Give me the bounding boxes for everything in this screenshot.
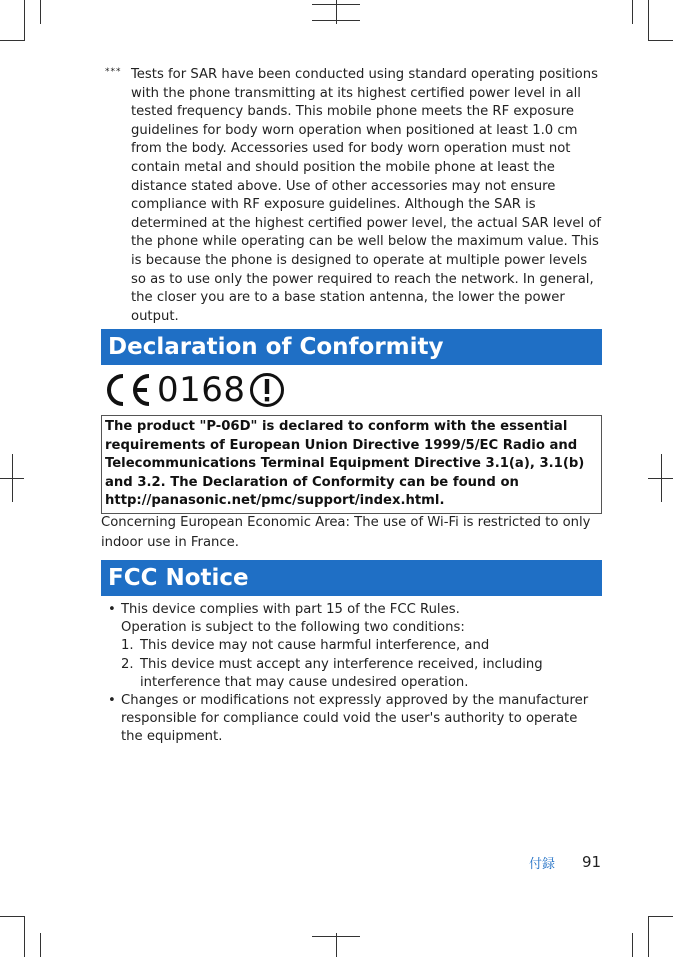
fcc-notice-list <box>101 601 602 747</box>
crop-mark <box>632 0 633 24</box>
crop-mark <box>24 0 25 41</box>
fcc-heading-text: FCC Notice <box>108 565 249 591</box>
ce-mark-icon <box>101 372 153 408</box>
crop-mark <box>648 40 673 41</box>
eea-note-text: Concerning European Economic Area: The use of Wi-Fi is restricted to only indoor use in France. <box>101 515 591 550</box>
condition-item <box>121 656 602 692</box>
sar-text: Tests for SAR have been conducted using standard operating positions with the phone transmitting at its highest certified power level in all tested frequency bands. This mobile phone meets the RF exposure guidelines for body worn operation when positioned at least 1.0 cm from the body. Accessories used for body worn operation must not contain metal and should position the mobile phone at least the distance stated above. Use of other accessories may not ensure compliance with RF exposure guidelines. Although the SAR is determined at the highest certified power level, the actual SAR level of the phone while operating can be well below the maximum value. This is because the phone is designed to operate at multiple power levels so as to use only the power required to reach the network. In general, the closer you are to a base station antenna, the lower the power output. <box>131 67 602 324</box>
declaration-statement-text: The product "P-06D" is declared to conform with the essential requirements of European Union Directive 1999/5/EC Radio and Telecommunications Terminal Equipment Directive 3.1(a), 3.1(b) and 3.2. The Declaration of Conformity can be found on http://panasonic.net/pmc/support/index.html. <box>105 419 585 509</box>
bullet: • <box>108 602 116 617</box>
crop-mark <box>12 454 13 502</box>
crop-mark <box>24 916 25 957</box>
condition-number: 1. <box>121 638 134 654</box>
crop-mark <box>40 933 41 957</box>
fcc-heading <box>101 560 602 596</box>
list-item <box>101 692 602 747</box>
crop-mark <box>0 40 24 41</box>
fcc-item-line: Operation is subject to the following two conditions: <box>121 620 465 636</box>
condition-item <box>121 637 602 655</box>
fcc-item-text: Changes or modifications not expressly approved by the manufacturer responsible for compliance could void the user's authority to operate the equipment. <box>121 693 589 745</box>
sar-footnote <box>101 66 602 326</box>
crop-mark <box>336 933 337 957</box>
crop-mark <box>40 0 41 24</box>
declaration-statement <box>101 415 602 514</box>
crop-mark <box>661 454 662 502</box>
condition-text: This device may not cause harmful interference, and <box>140 638 490 654</box>
crop-mark <box>648 0 649 41</box>
list-item <box>101 601 602 692</box>
bullet: • <box>108 693 116 709</box>
fcc-item-line: This device complies with part 15 of the FCC Rules. <box>121 602 460 617</box>
alert-mark-icon <box>248 371 286 409</box>
page-number: 91 <box>582 853 602 871</box>
footnote-mark: *** <box>105 67 122 77</box>
eea-note <box>101 513 602 553</box>
crop-mark <box>0 916 24 917</box>
declaration-heading-text: Declaration of Conformity <box>108 334 444 360</box>
crop-mark <box>336 0 337 24</box>
crop-mark <box>632 933 633 957</box>
crop-mark <box>648 916 673 917</box>
condition-text: This device must accept any interference received, including interference that may cause undesired operation. <box>140 656 543 690</box>
declaration-heading <box>101 329 602 365</box>
footer-section-label: 付録 <box>529 857 556 872</box>
ce-marking <box>101 370 286 410</box>
crop-mark <box>648 916 649 957</box>
notified-body-number: 0168 <box>157 370 246 410</box>
condition-number: 2. <box>121 656 134 672</box>
